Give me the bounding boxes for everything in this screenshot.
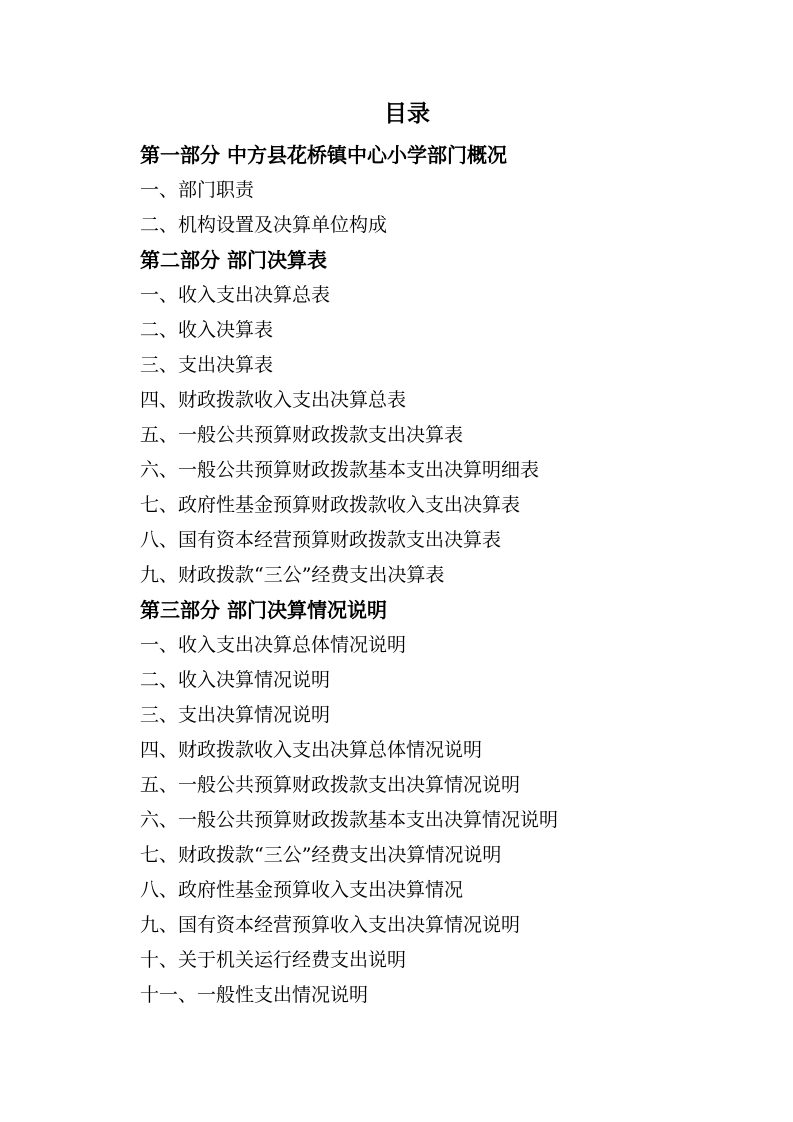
section-heading-part2: 第二部分 部门决算表 <box>140 248 327 272</box>
toc-entry: 九、国有资本经营预算收入支出决算情况说明 <box>140 914 521 936</box>
toc-entry: 一、收入支出决算总表 <box>140 284 331 306</box>
toc-entry: 五、一般公共预算财政拨款支出决算情况说明 <box>140 774 521 796</box>
toc-entry: 二、收入决算表 <box>140 319 274 341</box>
toc-entry: 八、国有资本经营预算财政拨款支出决算表 <box>140 529 502 551</box>
toc-entry: 七、财政拨款“三公”经费支出决算情况说明 <box>140 844 502 866</box>
toc-entry: 一、收入支出决算总体情况说明 <box>140 634 407 656</box>
toc-entry: 四、财政拨款收入支出决算总体情况说明 <box>140 739 483 761</box>
toc-entry: 二、机构设置及决算单位构成 <box>140 214 388 236</box>
toc-entry: 六、一般公共预算财政拨款基本支出决算明细表 <box>140 459 540 481</box>
toc-entry: 一、部门职责 <box>140 179 255 201</box>
section-heading-part3: 第三部分 部门决算情况说明 <box>140 598 387 622</box>
toc-entry: 十、关于机关运行经费支出说明 <box>140 949 407 971</box>
toc-entry: 二、收入决算情况说明 <box>140 669 331 691</box>
toc-entry: 五、一般公共预算财政拨款支出决算表 <box>140 424 464 446</box>
section-heading-part1: 第一部分 中方县花桥镇中心小学部门概况 <box>140 143 507 167</box>
toc <box>140 138 674 1013</box>
toc-entry: 七、政府性基金预算财政拨款收入支出决算表 <box>140 494 521 516</box>
toc-entry: 八、政府性基金预算收入支出决算情况 <box>140 879 464 901</box>
toc-entry: 四、财政拨款收入支出决算总表 <box>140 389 407 411</box>
toc-entry: 三、支出决算表 <box>140 354 274 376</box>
toc-entry: 十一、一般性支出情况说明 <box>140 984 369 1006</box>
page-title: 目录 <box>384 101 430 127</box>
toc-entry: 三、支出决算情况说明 <box>140 704 331 726</box>
toc-entry: 六、一般公共预算财政拨款基本支出决算情况说明 <box>140 809 559 831</box>
toc-entry: 九、财政拨款“三公”经费支出决算表 <box>140 564 445 586</box>
